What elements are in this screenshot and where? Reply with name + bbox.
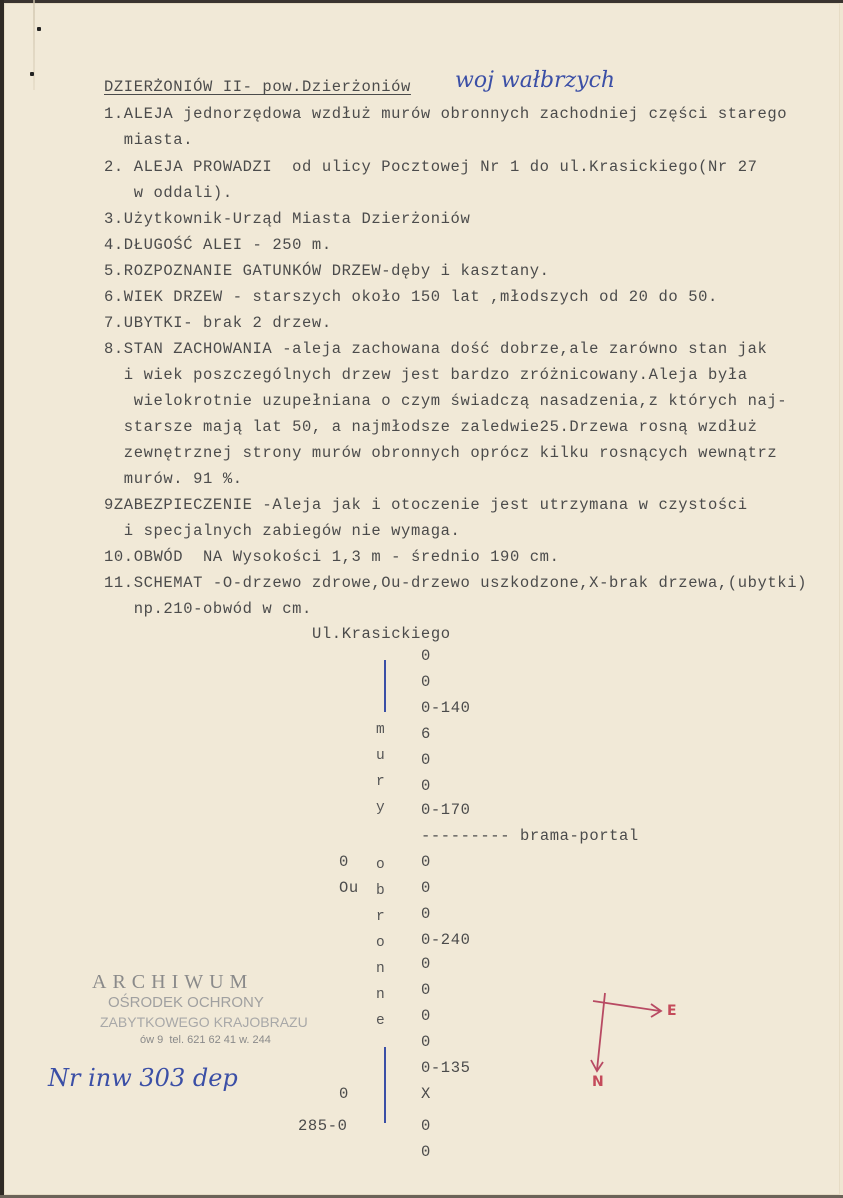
handwritten-voivodeship: woj wałbrzych (455, 68, 616, 93)
wall-letter: y (376, 800, 385, 816)
tree-marker: 0 (421, 1117, 431, 1135)
paper-fold-mark (33, 0, 35, 90)
item-8-line-5: zewnętrznej strony murów obronnych oprócz kilku rosnących wewnątrz (104, 444, 778, 462)
item-8-line-3: wielokrotnie uzupełniana o czym świadczą nasadzenia,z których naj- (104, 392, 788, 410)
item-8-line-1: 8.STAN ZACHOWANIA -aleja zachowana dość dobrze,ale zarówno stan jak (104, 340, 768, 358)
wall-letter: e (376, 1013, 385, 1029)
wall-letter: b (376, 883, 385, 899)
wall-letter: r (376, 909, 385, 925)
item-8-line-4: starsze mają lat 50, a najmłodsze zaledwie25.Drzewa rosną wzdłuż (104, 418, 758, 436)
stamp-line-4: ów 9 tel. 621 62 41 w. 244 (140, 1034, 271, 1046)
wall-letter: o (376, 857, 385, 873)
missing-tree-marker: X (421, 1085, 431, 1103)
tree-marker: 0-135 (421, 1059, 471, 1077)
item-11-line-1: 11.SCHEMAT -O-drzewo zdrowe,Ou-drzewo uszkodzone,X-brak drzewa,(ubytki) (104, 574, 808, 592)
document-title: DZIERŻONIÓW II- pow.Dzierżoniów (104, 78, 411, 96)
tree-marker: 0-140 (421, 699, 471, 717)
punch-mark (30, 72, 34, 76)
wall-line-bottom (384, 1047, 386, 1123)
tree-marker: 0 (421, 1007, 431, 1025)
tree-marker: 0 (421, 905, 431, 923)
tree-marker: 0 (421, 853, 431, 871)
wall-letter: r (376, 774, 385, 790)
tree-marker: 0-240 (421, 931, 471, 949)
tree-marker: 0 (421, 1143, 431, 1161)
inner-tree-marker: 0 (339, 853, 349, 871)
damaged-tree-marker: Ou (339, 879, 359, 897)
compass-east-label: E (667, 1003, 677, 1019)
wall-letter: n (376, 961, 385, 977)
item-2-line-1: 2. ALEJA PROWADZI od ulicy Pocztowej Nr 1 do ul.Krasickiego(Nr 27 (104, 158, 758, 176)
item-4: 4.DŁUGOŚĆ ALEI - 250 m. (104, 236, 332, 254)
item-9-line-1: 9ZABEZPIECZENIE -Aleja jak i otoczenie jest utrzymana w czystości (104, 496, 748, 514)
scan-edge-left (0, 0, 4, 1198)
item-8-line-6: murów. 91 %. (104, 470, 243, 488)
item-6: 6.WIEK DRZEW - starszych około 150 lat ,młodszych od 20 do 50. (104, 288, 718, 306)
item-1-line-1: 1.ALEJA jednorzędowa wzdłuż murów obronnych zachodniej części starego (104, 105, 788, 123)
item-10: 10.OBWÓD NA Wysokości 1,3 m - średnio 190 cm. (104, 548, 560, 566)
item-2-line-2: w oddali). (104, 184, 233, 202)
item-7: 7.UBYTKI- brak 2 drzew. (104, 314, 332, 332)
inner-tree-marker: 285-0 (298, 1117, 348, 1135)
item-5: 5.ROZPOZNANIE GATUNKÓW DRZEW-dęby i kasztany. (104, 262, 550, 280)
wall-letter: n (376, 987, 385, 1003)
tree-marker: 0 (421, 1033, 431, 1051)
tree-marker: 0 (421, 981, 431, 999)
tree-marker: 6 (421, 725, 431, 743)
handwritten-inventory-number: Nr inw 303 dep (48, 1064, 238, 1092)
wall-letter: o (376, 935, 385, 951)
tree-marker: 0-170 (421, 801, 471, 819)
street-label: Ul.Krasickiego (312, 625, 451, 643)
compass-north-label: N (592, 1074, 604, 1090)
tree-marker: 0 (421, 751, 431, 769)
wall-line-top (384, 660, 386, 712)
stamp-archiwum: ARCHIWUM (92, 971, 254, 993)
tree-marker: 0 (421, 673, 431, 691)
stamp-line-2: OŚRODEK OCHRONY (108, 994, 264, 1011)
tree-marker: 0 (421, 647, 431, 665)
gate-portal-marker: --------- brama-portal (421, 827, 639, 845)
scan-edge-top (0, 0, 843, 3)
inner-tree-marker: 0 (339, 1085, 349, 1103)
tree-marker: 0 (421, 777, 431, 795)
item-3: 3.Użytkownik-Urząd Miasta Dzierżoniów (104, 210, 471, 228)
item-9-line-2: i specjalnych zabiegów nie wymaga. (104, 522, 461, 540)
stamp-line-3: ZABYTKOWEGO KRAJOBRAZU (100, 1014, 308, 1030)
item-8-line-2: i wiek poszczególnych drzew jest bardzo zróżnicowany.Aleja była (104, 366, 748, 384)
tree-marker: 0 (421, 879, 431, 897)
item-1-line-2: miasta. (104, 131, 194, 149)
wall-letter: m (376, 722, 385, 738)
punch-mark (37, 27, 41, 31)
tree-marker: 0 (421, 955, 431, 973)
wall-letter: u (376, 748, 385, 764)
item-11-line-2: np.210-obwód w cm. (104, 600, 312, 618)
